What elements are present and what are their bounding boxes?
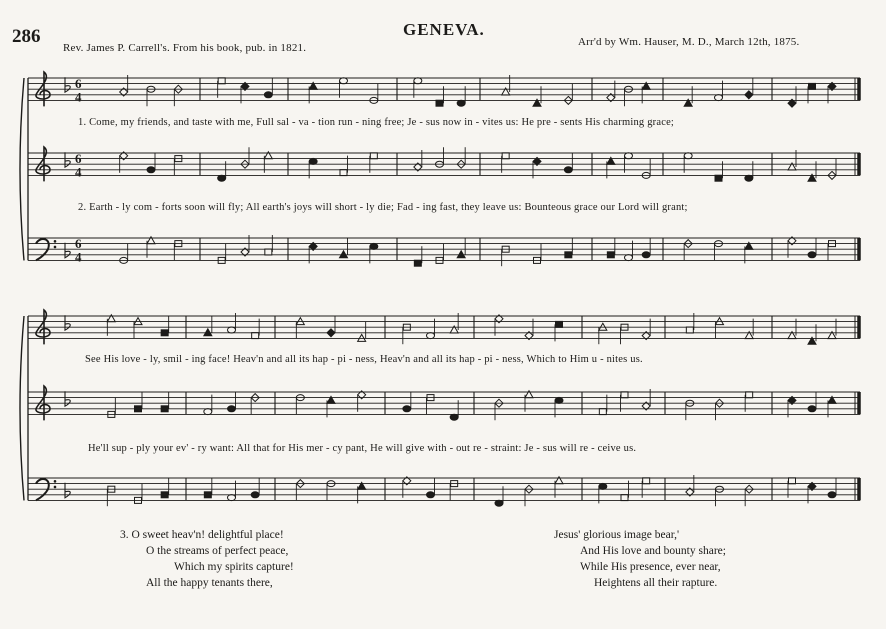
la-note-icon [218, 78, 225, 84]
la-note-icon [686, 327, 693, 333]
fa-note-icon [716, 318, 724, 325]
bass-clef-icon [36, 479, 49, 500]
fa-note-icon [296, 318, 304, 325]
fa-note-icon [457, 251, 465, 258]
lyric-line-2: 2. Earth - ly com - forts soon will fly; All earth's joys will short - ly die; Fad - ing fast, they leave us: Bounteous grace our Lord will grant; [78, 202, 688, 213]
composer-credit: Rev. James P. Carrell's. From his book, pub. in 1821. [63, 42, 307, 54]
lyric-line-4: He'll sup - ply your ev' - ry want: All that for His mer - cy pant, He will give with - out re - straint: Je - sus will re - ceive us. [88, 443, 637, 454]
system-brace [20, 78, 24, 260]
flat-icon [65, 243, 70, 258]
la-note-icon [161, 330, 168, 336]
la-note-icon [135, 406, 142, 412]
la-note-icon [621, 495, 628, 501]
verse-line: O the streams of perfect peace, [146, 545, 289, 557]
fa-note-icon [599, 323, 607, 330]
sol-note-icon [625, 153, 633, 159]
fa-note-icon [134, 318, 142, 325]
verse-3-left [120, 527, 294, 591]
verse-line: Heightens all their rapture. [594, 577, 718, 589]
sol-note-icon [427, 492, 435, 498]
sol-note-icon [204, 409, 212, 415]
sol-note-icon [457, 100, 465, 106]
verse-line: And His love and bounty share; [580, 545, 726, 557]
page-number: 286 [12, 26, 41, 47]
verse-line: Which my spirits capture! [174, 561, 294, 573]
sol-note-icon [228, 327, 236, 333]
sol-note-icon [147, 167, 155, 173]
time-signature-bottom: 4 [75, 249, 82, 265]
mi-note-icon [327, 329, 335, 337]
sol-note-icon [251, 492, 259, 498]
hymn-title: GENEVA. [403, 20, 485, 39]
sol-note-icon [218, 175, 226, 181]
la-note-icon [502, 153, 509, 159]
time-signature-bottom: 4 [75, 89, 82, 105]
flat-icon [65, 315, 70, 330]
verse-line: Jesus' glorious image bear,' [554, 529, 680, 541]
sol-note-icon [228, 495, 236, 501]
lyric-line-1: 1. Come, my friends, and taste with me, Full sal - va - tion run - ning free; Je - sus now in - vites us: He pre - sents His charming grace; [78, 117, 675, 128]
arranger-credit: Arr'd by Wm. Hauser, M. D., March 12th, 1875. [578, 36, 800, 48]
la-note-icon [161, 406, 168, 412]
la-note-icon [599, 409, 606, 415]
lyric-line-3: See His love - ly, smil - ing face! Heav'n and all its hap - pi - ness, Heav'n and all its hap - pi - ness, Which to Him u - nites us. [85, 354, 643, 365]
system-brace [20, 316, 24, 500]
la-note-icon [370, 153, 377, 159]
sol-note-icon [828, 492, 836, 498]
verse-3-right [554, 527, 726, 591]
sol-note-icon [564, 167, 572, 173]
la-note-icon [265, 249, 272, 255]
sol-note-icon [228, 406, 236, 412]
la-note-icon [643, 478, 650, 484]
flat-icon [65, 483, 70, 498]
sol-note-icon [715, 95, 723, 101]
sol-note-icon [309, 158, 317, 164]
fa-note-icon [340, 251, 348, 258]
verse-line: While His presence, ever near, [580, 561, 721, 573]
sol-note-icon [599, 483, 607, 489]
la-note-icon [204, 492, 211, 498]
sol-note-icon [427, 333, 435, 339]
flat-icon [65, 77, 70, 92]
verse-line: 3. O sweet heav'n! delightful place! [120, 529, 284, 541]
sol-note-icon [555, 397, 563, 403]
verse-line: All the happy tenants there, [146, 577, 273, 589]
time-signature-top: 6 [75, 151, 82, 167]
bass-clef-dot [54, 480, 57, 483]
bass-clef-dot [54, 486, 57, 489]
sol-note-icon [642, 252, 650, 258]
flat-icon [65, 391, 70, 406]
sol-note-icon [625, 255, 633, 261]
la-note-icon [621, 392, 628, 398]
sol-note-icon [340, 78, 348, 84]
time-signature-bottom: 4 [75, 164, 82, 180]
bass-clef-dot [54, 240, 57, 243]
la-note-icon [809, 83, 816, 89]
sol-note-icon [495, 500, 503, 506]
sol-note-icon [745, 175, 753, 181]
sol-note-icon [264, 92, 272, 98]
la-note-icon [414, 260, 421, 266]
sol-note-icon [370, 243, 378, 249]
la-note-icon [607, 252, 614, 258]
la-note-icon [556, 321, 563, 327]
sol-note-icon [403, 406, 411, 412]
sol-note-icon [450, 414, 458, 420]
flat-icon [65, 152, 70, 167]
time-signature-top: 6 [75, 76, 82, 92]
fa-note-icon [358, 334, 366, 341]
la-note-icon [161, 492, 168, 498]
sol-note-icon [684, 153, 692, 159]
la-note-icon [715, 175, 722, 181]
la-note-icon [565, 252, 572, 258]
la-note-icon [746, 392, 753, 398]
la-note-icon [789, 478, 796, 484]
mi-note-icon [745, 91, 753, 99]
bass-clef-dot [54, 246, 57, 249]
sol-note-icon [808, 406, 816, 412]
time-signature-top: 6 [75, 236, 82, 252]
la-note-icon [436, 100, 443, 106]
fa-note-icon [204, 329, 212, 336]
bass-clef-icon [36, 239, 49, 260]
sol-note-icon [414, 78, 422, 84]
sol-note-icon [808, 252, 816, 258]
la-note-icon [340, 170, 347, 176]
la-note-icon [252, 333, 259, 339]
